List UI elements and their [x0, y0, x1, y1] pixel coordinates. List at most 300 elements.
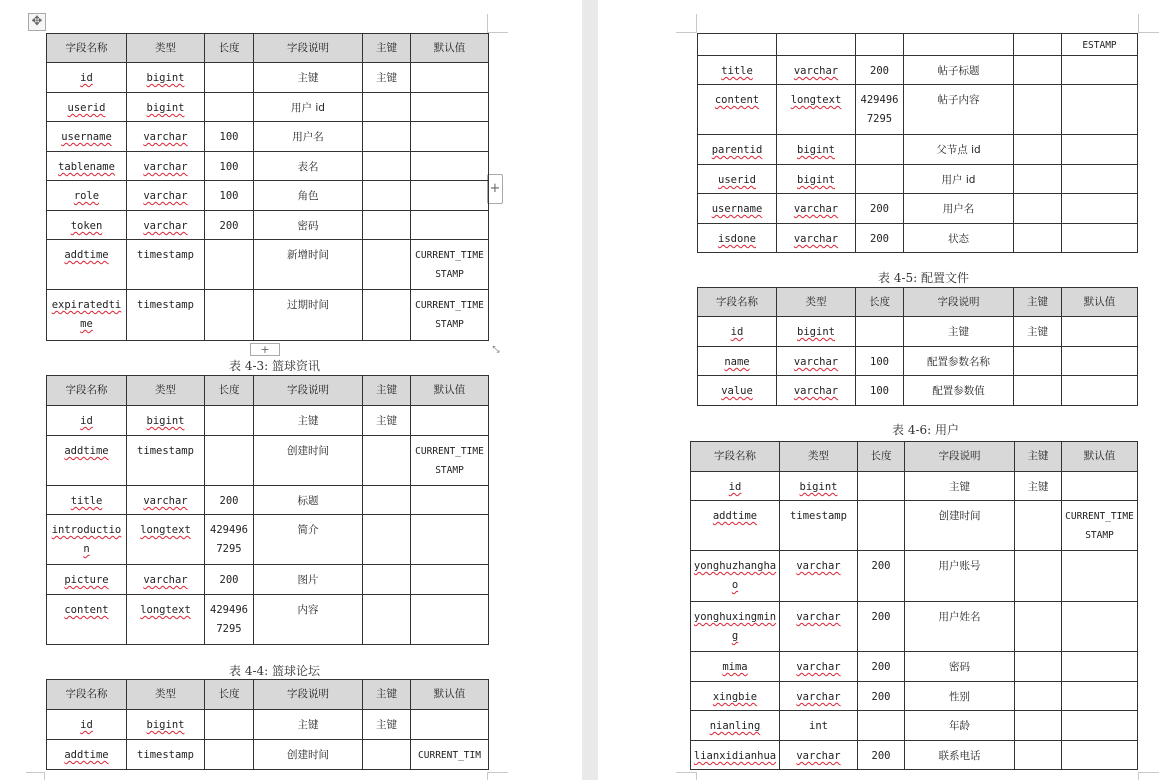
cell-text: 创建时间 — [287, 749, 329, 761]
table-cell[interactable] — [698, 376, 777, 406]
column-header: 字段名称 — [47, 680, 127, 710]
table-cell[interactable] — [1062, 56, 1138, 85]
table-cell[interactable] — [205, 152, 254, 181]
table-cell[interactable] — [47, 122, 127, 152]
cell-text: value — [721, 385, 753, 397]
table-cell[interactable] — [698, 194, 777, 224]
cell-text: 主键 — [376, 72, 397, 84]
table-cell[interactable] — [777, 224, 856, 253]
cell-text: 简介 — [297, 524, 319, 536]
table-cell[interactable] — [47, 211, 127, 240]
table-cell[interactable] — [411, 240, 489, 290]
table-row — [47, 63, 489, 93]
table-cell[interactable] — [1014, 34, 1062, 56]
crop-mark-bottom-right — [1138, 772, 1159, 780]
table-cell[interactable] — [205, 436, 254, 486]
cell-text: 200 — [871, 691, 891, 703]
table-row — [691, 652, 1138, 682]
table-cell[interactable] — [411, 595, 489, 645]
table-cell[interactable] — [127, 290, 205, 341]
table-cell[interactable] — [1062, 602, 1138, 652]
table-cell[interactable] — [1062, 682, 1138, 711]
table-cell[interactable] — [858, 472, 905, 501]
cell-text: picture — [64, 574, 109, 586]
table-cell[interactable] — [47, 486, 127, 515]
table-cell[interactable] — [1062, 551, 1138, 602]
table-row — [691, 472, 1138, 501]
cell-text: 200 — [871, 750, 891, 762]
table-cell[interactable] — [254, 406, 363, 436]
add-row-plus-icon[interactable]: + — [250, 343, 280, 356]
table-cell[interactable] — [47, 740, 127, 770]
table-cell[interactable] — [363, 240, 411, 290]
table-cell[interactable] — [254, 211, 363, 240]
table-cell[interactable] — [411, 152, 489, 181]
table-move-handle-icon[interactable]: ✥ — [28, 13, 46, 31]
cell-text: varchar — [143, 574, 188, 586]
table-cell[interactable] — [780, 652, 858, 682]
table-cell[interactable] — [363, 211, 411, 240]
table-cell[interactable] — [1015, 602, 1062, 652]
table-cell[interactable] — [777, 165, 856, 194]
table-cell[interactable] — [1014, 135, 1062, 165]
column-header: 类型 — [777, 288, 856, 317]
cell-text: CURRENT_TIMESTAMP — [415, 300, 484, 330]
table-cell[interactable] — [363, 63, 411, 93]
column-header: 默认值 — [1062, 288, 1138, 317]
cell-text: 创建时间 — [287, 445, 329, 457]
table-cell[interactable] — [127, 515, 205, 565]
table-cell[interactable] — [780, 741, 858, 770]
table-cell[interactable] — [858, 652, 905, 682]
table-cell[interactable] — [1014, 376, 1062, 406]
table-cell[interactable] — [1062, 135, 1138, 165]
table-cell[interactable] — [858, 682, 905, 711]
column-header: 主键 — [363, 34, 411, 63]
table-cell[interactable] — [691, 551, 780, 602]
table-cell[interactable] — [411, 565, 489, 595]
table-cell[interactable] — [47, 181, 127, 211]
cell-text: id — [728, 481, 742, 493]
table-cell[interactable] — [205, 211, 254, 240]
cell-text: bigint — [797, 326, 835, 338]
table-cell[interactable] — [127, 152, 205, 181]
cell-text: 内容 — [297, 604, 319, 616]
table-cell[interactable] — [254, 565, 363, 595]
table-token — [46, 33, 489, 341]
table-cell[interactable] — [205, 595, 254, 645]
table-cell[interactable] — [1014, 56, 1062, 85]
table-cell[interactable] — [47, 515, 127, 565]
table-cell[interactable] — [411, 122, 489, 152]
table-cell[interactable] — [411, 515, 489, 565]
table-cell[interactable] — [698, 85, 777, 135]
table-cell[interactable] — [905, 682, 1015, 711]
table-cell[interactable] — [1015, 472, 1062, 501]
table-cell[interactable] — [777, 376, 856, 406]
cell-text: yonghuzhanghao — [693, 560, 777, 591]
table-cell[interactable] — [1062, 317, 1138, 347]
table-cell[interactable] — [780, 682, 858, 711]
table-cell[interactable] — [254, 152, 363, 181]
table-cell[interactable] — [698, 165, 777, 194]
table-cell[interactable] — [1014, 194, 1062, 224]
table-cell[interactable] — [127, 63, 205, 93]
cell-text: expiratedtime — [51, 299, 122, 330]
table-cell[interactable] — [904, 194, 1014, 224]
cell-text: 200 — [219, 574, 239, 586]
cell-text: 主键 — [376, 415, 397, 427]
table-cell[interactable] — [127, 565, 205, 595]
cell-text: 主键 — [1027, 326, 1048, 338]
column-header: 字段说明 — [254, 34, 363, 63]
cell-text: 4294967295 — [210, 604, 248, 635]
column-header: 默认值 — [1062, 442, 1138, 472]
table-cell[interactable] — [698, 347, 777, 376]
table-cell[interactable] — [856, 85, 904, 135]
table-cell[interactable] — [777, 34, 856, 56]
table-cell[interactable] — [47, 565, 127, 595]
table-row — [47, 406, 489, 436]
table-cell[interactable] — [127, 740, 205, 770]
table-cell[interactable] — [1062, 347, 1138, 376]
table-header-row — [47, 376, 489, 406]
cell-text: CURRENT_TIMESTAMP — [415, 446, 484, 476]
table-cell[interactable] — [363, 710, 411, 740]
table-cell[interactable] — [1062, 194, 1138, 224]
table-cell[interactable] — [1062, 501, 1138, 551]
table-cell[interactable] — [1014, 317, 1062, 347]
cell-text: content — [64, 604, 109, 616]
table-cell[interactable] — [1062, 165, 1138, 194]
table-cell[interactable] — [698, 135, 777, 165]
table-cell[interactable] — [254, 515, 363, 565]
table-cell[interactable] — [904, 85, 1014, 135]
table-cell[interactable] — [127, 710, 205, 740]
table-cell[interactable] — [858, 741, 905, 770]
cell-text: bigint — [146, 102, 185, 114]
table-cell[interactable] — [254, 63, 363, 93]
table-cell[interactable] — [856, 317, 904, 347]
table-cell[interactable] — [904, 347, 1014, 376]
table-cell[interactable] — [905, 472, 1015, 501]
table-cell[interactable] — [691, 501, 780, 551]
table-cell[interactable] — [363, 515, 411, 565]
table-cell[interactable] — [698, 317, 777, 347]
table-cell[interactable] — [904, 224, 1014, 253]
cell-text: varchar — [793, 203, 839, 215]
column-header: 长度 — [856, 288, 904, 317]
table-cell[interactable] — [411, 406, 489, 436]
table-cell[interactable] — [856, 34, 904, 56]
table-cell[interactable] — [691, 472, 780, 501]
table-cell[interactable] — [47, 152, 127, 181]
table-cell[interactable] — [1015, 741, 1062, 770]
table-cell[interactable] — [780, 472, 858, 501]
column-header: 长度 — [205, 34, 254, 63]
table-cell[interactable] — [254, 290, 363, 341]
cell-text: varchar — [793, 65, 839, 77]
table-cell[interactable] — [127, 122, 205, 152]
table-cell[interactable] — [47, 406, 127, 436]
table-cell[interactable] — [205, 406, 254, 436]
cell-text: addtime — [64, 445, 109, 457]
table-cell[interactable] — [363, 486, 411, 515]
table-cell[interactable] — [691, 682, 780, 711]
table-cell[interactable] — [205, 565, 254, 595]
table-cell[interactable] — [411, 181, 489, 211]
table-cell[interactable] — [905, 501, 1015, 551]
table-cell[interactable] — [47, 710, 127, 740]
table-config — [697, 287, 1138, 406]
table-cell[interactable] — [363, 406, 411, 436]
cell-text: 用户名 — [292, 131, 324, 143]
table-cell[interactable] — [780, 602, 858, 652]
table-cell[interactable] — [127, 406, 205, 436]
table-cell[interactable] — [363, 181, 411, 211]
table-cell[interactable] — [411, 63, 489, 93]
table-cell[interactable] — [411, 740, 489, 770]
cell-text: bigint — [146, 719, 185, 731]
table-cell[interactable] — [205, 515, 254, 565]
table-row — [47, 93, 489, 122]
table-cell[interactable] — [858, 501, 905, 551]
cell-text: 性别 — [949, 691, 970, 703]
table-cell[interactable] — [254, 181, 363, 211]
table-cell[interactable] — [1015, 501, 1062, 551]
table-cell[interactable] — [411, 710, 489, 740]
cell-text: parentid — [711, 144, 763, 156]
cell-text: userid — [67, 102, 106, 114]
table-header-row — [691, 442, 1138, 472]
table-row — [691, 711, 1138, 741]
table-cell[interactable] — [856, 347, 904, 376]
table-cell[interactable] — [205, 740, 254, 770]
cell-text: varchar — [796, 691, 841, 703]
table-cell[interactable] — [691, 602, 780, 652]
table-cell[interactable] — [858, 602, 905, 652]
table-cell[interactable] — [856, 224, 904, 253]
table-cell[interactable] — [698, 224, 777, 253]
table-cell[interactable] — [363, 565, 411, 595]
table-cell[interactable] — [363, 740, 411, 770]
table-cell[interactable] — [363, 122, 411, 152]
table-row — [691, 602, 1138, 652]
table-cell[interactable] — [47, 93, 127, 122]
table-cell[interactable] — [254, 710, 363, 740]
table-cell[interactable] — [905, 711, 1015, 741]
cell-text: 图片 — [297, 574, 319, 586]
cell-text: varchar — [796, 560, 841, 572]
table-cell[interactable] — [1014, 347, 1062, 376]
cell-text: 主键 — [297, 72, 319, 84]
add-column-plus-icon[interactable]: + — [487, 174, 503, 204]
table-cell[interactable] — [1015, 652, 1062, 682]
table-cell[interactable] — [904, 165, 1014, 194]
table-cell[interactable] — [780, 551, 858, 602]
table-cell[interactable] — [205, 63, 254, 93]
table-cell[interactable] — [1062, 376, 1138, 406]
table-row — [47, 710, 489, 740]
table-cell[interactable] — [1014, 224, 1062, 253]
column-header: 长度 — [858, 442, 905, 472]
table-resize-handle-icon[interactable]: ⤡ — [492, 345, 500, 355]
cell-text: 200 — [870, 233, 889, 245]
table-caption: 表 4-3: 篮球资讯 — [229, 359, 320, 373]
table-cell[interactable] — [905, 602, 1015, 652]
table-cell[interactable] — [856, 56, 904, 85]
table-cell[interactable] — [1062, 85, 1138, 135]
table-cell[interactable] — [254, 740, 363, 770]
table-cell[interactable] — [691, 652, 780, 682]
table-cell[interactable] — [905, 741, 1015, 770]
cell-text: varchar — [143, 495, 188, 507]
cell-text: 标题 — [297, 495, 319, 507]
table-cell[interactable] — [127, 211, 205, 240]
cell-text: 用户账号 — [938, 560, 981, 572]
table-row — [691, 551, 1138, 602]
table-basketball-forum — [46, 679, 489, 770]
table-cell[interactable] — [904, 34, 1014, 56]
table-cell[interactable] — [856, 194, 904, 224]
table-cell[interactable] — [411, 211, 489, 240]
cell-text: int — [809, 720, 828, 732]
table-cell[interactable] — [698, 34, 777, 56]
column-header: 主键 — [1014, 288, 1062, 317]
table-cell[interactable] — [904, 56, 1014, 85]
cell-text: 主键 — [1027, 481, 1049, 493]
table-cell[interactable] — [205, 240, 254, 290]
table-cell[interactable] — [363, 93, 411, 122]
table-cell[interactable] — [777, 347, 856, 376]
table-cell[interactable] — [1062, 711, 1138, 741]
cell-text: 帖子内容 — [937, 94, 980, 106]
table-cell[interactable] — [780, 711, 858, 741]
cell-text: 创建时间 — [938, 510, 981, 522]
table-cell[interactable] — [127, 240, 205, 290]
cell-text: 密码 — [297, 220, 319, 232]
table-cell[interactable] — [856, 135, 904, 165]
table-cell[interactable] — [205, 93, 254, 122]
cell-text: yonghuxingming — [693, 611, 777, 642]
column-header: 字段名称 — [47, 376, 127, 406]
table-cell[interactable] — [1062, 652, 1138, 682]
table-cell[interactable] — [904, 376, 1014, 406]
table-cell[interactable] — [254, 93, 363, 122]
table-row — [47, 152, 489, 181]
table-cell[interactable] — [905, 652, 1015, 682]
table-cell[interactable] — [1015, 682, 1062, 711]
table-cell[interactable] — [254, 122, 363, 152]
table-row — [691, 501, 1138, 551]
table-cell[interactable] — [205, 710, 254, 740]
crop-mark-top-right — [487, 14, 508, 33]
table-cell[interactable] — [856, 376, 904, 406]
table-cell[interactable] — [905, 551, 1015, 602]
table-cell[interactable] — [127, 93, 205, 122]
table-cell[interactable] — [363, 595, 411, 645]
table-cell[interactable] — [780, 501, 858, 551]
table-cell[interactable] — [777, 85, 856, 135]
table-cell[interactable] — [127, 595, 205, 645]
table-cell[interactable] — [411, 486, 489, 515]
table-cell[interactable] — [1015, 711, 1062, 741]
table-cell[interactable] — [47, 240, 127, 290]
table-cell[interactable] — [47, 290, 127, 341]
table-cell[interactable] — [1062, 34, 1138, 56]
cell-text: 密码 — [949, 661, 970, 673]
table-cell[interactable] — [777, 317, 856, 347]
table-cell[interactable] — [858, 551, 905, 602]
table-cell[interactable] — [858, 711, 905, 741]
table-cell[interactable] — [1014, 85, 1062, 135]
table-cell[interactable] — [1062, 472, 1138, 501]
column-header: 字段名称 — [691, 442, 780, 472]
cell-text: id — [80, 72, 93, 84]
cell-text: 200 — [870, 203, 889, 215]
table-cell[interactable] — [47, 436, 127, 486]
cell-text: addtime — [712, 510, 758, 522]
table-cell[interactable] — [856, 165, 904, 194]
table-cell[interactable] — [47, 63, 127, 93]
table-cell[interactable] — [254, 486, 363, 515]
table-cell[interactable] — [205, 486, 254, 515]
table-cell[interactable] — [777, 135, 856, 165]
cell-text: longtext — [140, 604, 191, 616]
table-cell[interactable] — [691, 711, 780, 741]
table-cell[interactable] — [363, 436, 411, 486]
table-cell[interactable] — [904, 135, 1014, 165]
table-cell[interactable] — [363, 290, 411, 341]
cell-text: 200 — [219, 495, 239, 507]
cell-text: isdone — [718, 233, 756, 245]
table-cell[interactable] — [411, 290, 489, 341]
cell-text: 新增时间 — [287, 249, 329, 261]
table-cell[interactable] — [411, 93, 489, 122]
crop-mark-bottom-left — [26, 772, 45, 780]
table-cell[interactable] — [777, 194, 856, 224]
table-cell[interactable] — [254, 240, 363, 290]
cell-text: 4294967295 — [210, 524, 248, 555]
table-cell[interactable] — [904, 317, 1014, 347]
table-row — [691, 682, 1138, 711]
table-cell[interactable] — [127, 436, 205, 486]
table-cell[interactable] — [205, 181, 254, 211]
cell-text: varchar — [796, 611, 841, 623]
table-cell[interactable] — [1015, 551, 1062, 602]
table-cell[interactable] — [205, 290, 254, 341]
table-cell[interactable] — [1014, 165, 1062, 194]
table-cell[interactable] — [777, 56, 856, 85]
table-cell[interactable] — [1062, 224, 1138, 253]
table-cell[interactable] — [691, 741, 780, 770]
column-header: 类型 — [127, 680, 205, 710]
table-cell[interactable] — [254, 436, 363, 486]
table-cell[interactable] — [254, 595, 363, 645]
document-page-left — [0, 0, 582, 780]
column-header: 字段说明 — [254, 376, 363, 406]
table-cell[interactable] — [1062, 741, 1138, 770]
table-cell[interactable] — [127, 486, 205, 515]
table-cell[interactable] — [205, 122, 254, 152]
crop-mark-bottom-left — [676, 772, 697, 780]
table-cell[interactable] — [47, 595, 127, 645]
table-row — [47, 595, 489, 645]
table-cell[interactable] — [127, 181, 205, 211]
table-cell[interactable] — [363, 152, 411, 181]
table-cell[interactable] — [698, 56, 777, 85]
table-cell[interactable] — [411, 436, 489, 486]
